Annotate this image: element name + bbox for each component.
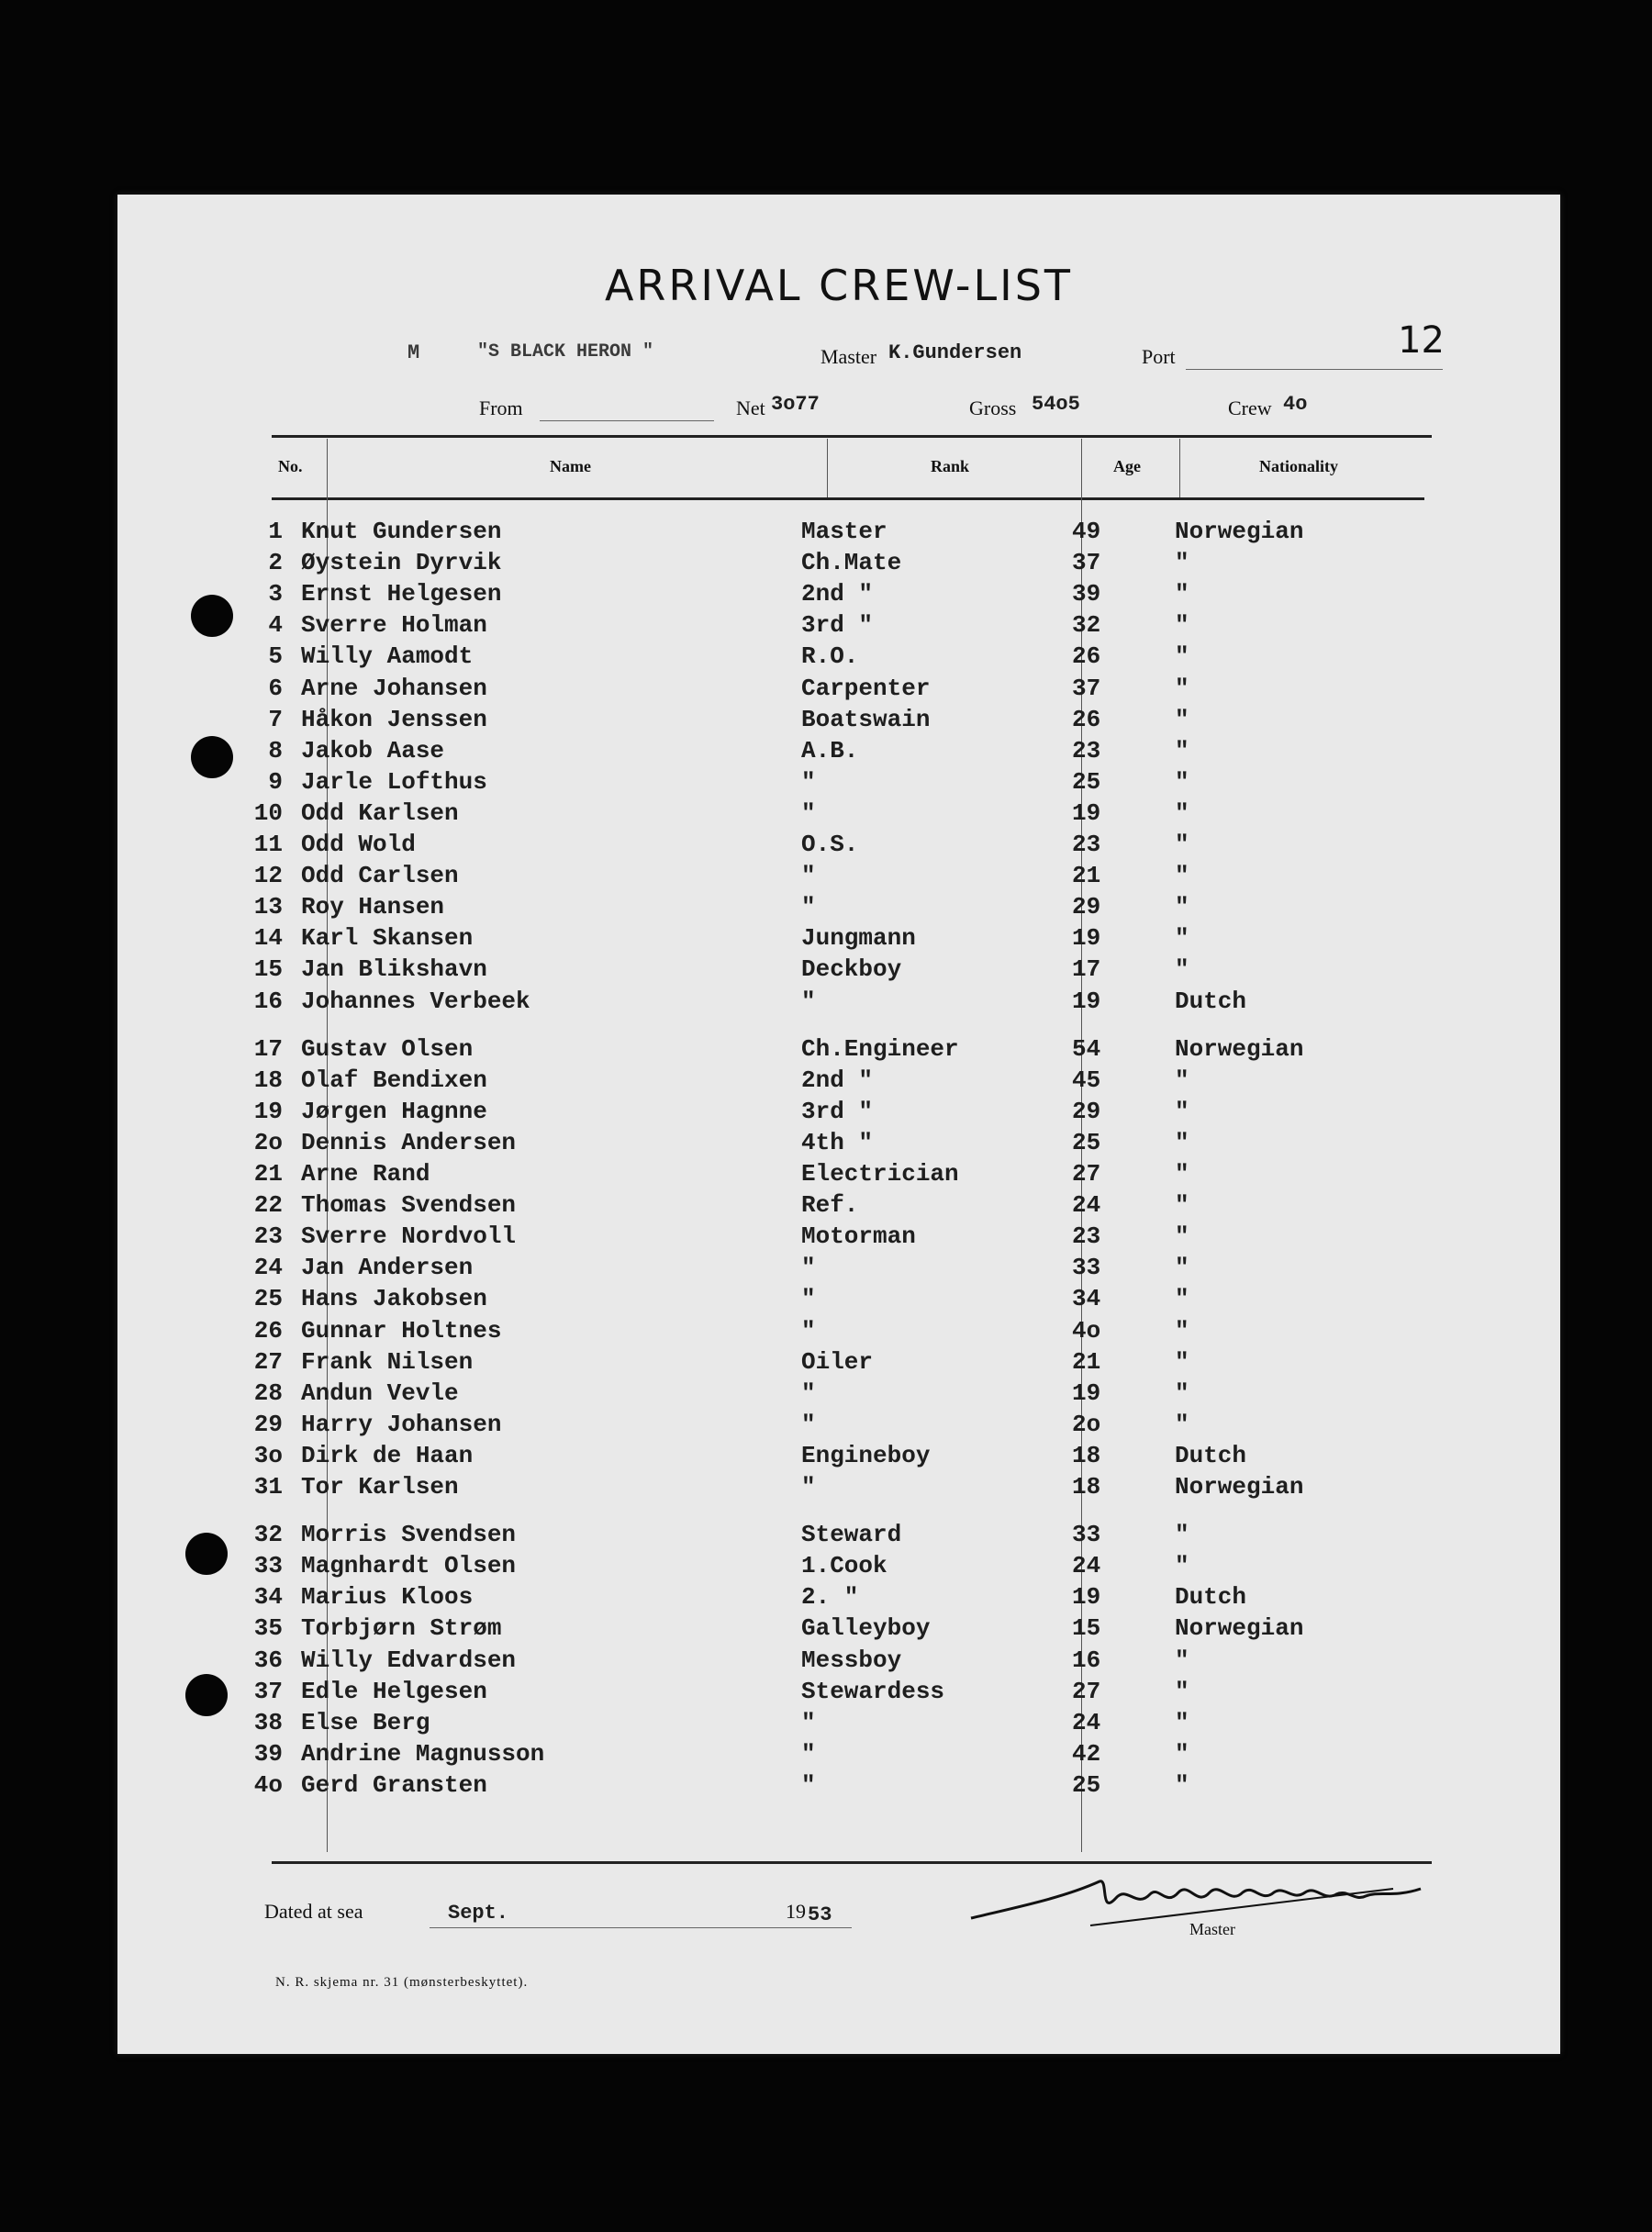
crew-name: Odd Carlsen	[301, 862, 459, 889]
column-divider-age	[1179, 439, 1180, 497]
crew-nationality: "	[1175, 1160, 1189, 1188]
crew-nationality: "	[1175, 1740, 1189, 1768]
crew-name: Andun Vevle	[301, 1379, 459, 1407]
crew-age: 23	[1072, 737, 1101, 764]
master-signature-label: Master	[1189, 1920, 1235, 1938]
crew-nationality: "	[1175, 549, 1189, 576]
crew-name: Andrine Magnusson	[301, 1740, 545, 1768]
crew-number: 22	[253, 1191, 283, 1219]
from-underline	[540, 420, 714, 421]
crew-nationality: "	[1175, 1348, 1189, 1376]
crew-name: Dirk de Haan	[301, 1442, 474, 1469]
crew-name: Marius Kloos	[301, 1583, 474, 1611]
crew-number: 12	[253, 862, 283, 889]
crew-age: 4o	[1072, 1317, 1101, 1345]
crew-age: 42	[1072, 1740, 1101, 1768]
crew-age: 19	[1072, 988, 1101, 1015]
crew-age: 25	[1072, 768, 1101, 796]
ship-prefix: M	[407, 341, 420, 364]
document-title: ARRIVAL CREW-LIST	[604, 261, 1074, 310]
crew-number: 34	[253, 1583, 283, 1611]
crew-number: 7	[268, 706, 283, 733]
crew-age: 15	[1072, 1614, 1101, 1642]
crew-number: 32	[253, 1521, 283, 1548]
crew-nationality: "	[1175, 831, 1189, 858]
crew-nationality: "	[1175, 893, 1189, 921]
table-top-rule	[272, 435, 1432, 438]
table-row	[117, 1521, 1560, 1552]
crew-rank: "	[801, 1285, 816, 1312]
crew-rank: Carpenter	[801, 675, 931, 702]
crew-number: 11	[253, 831, 283, 858]
crew-age: 37	[1072, 549, 1101, 576]
table-row	[117, 1348, 1560, 1379]
table-row	[117, 1442, 1560, 1473]
page-number: 12	[1398, 319, 1445, 362]
crew-number: 26	[253, 1317, 283, 1345]
crew-number: 27	[253, 1348, 283, 1376]
crew-nationality: "	[1175, 768, 1189, 796]
crew-rank: 2. "	[801, 1583, 859, 1611]
crew-nationality: "	[1175, 924, 1189, 952]
table-row	[117, 1411, 1560, 1442]
table-row	[117, 1614, 1560, 1646]
dated-label: Dated at sea	[264, 1900, 363, 1923]
crew-rank: "	[801, 1473, 816, 1501]
crew-rank: "	[801, 1379, 816, 1407]
crew-rank: Boatswain	[801, 706, 931, 733]
year-prefix: 19	[786, 1900, 806, 1923]
crew-rank: "	[801, 1771, 816, 1799]
crew-name: Magnhardt Olsen	[301, 1552, 517, 1579]
crew-rank: "	[801, 893, 816, 921]
table-row	[117, 611, 1560, 642]
crew-age: 45	[1072, 1066, 1101, 1094]
crew-nationality: "	[1175, 1191, 1189, 1219]
crew-age: 33	[1072, 1254, 1101, 1281]
net-label: Net	[736, 396, 765, 419]
crew-rank: Master	[801, 518, 887, 545]
crew-name: Sverre Nordvoll	[301, 1222, 517, 1250]
crew-name: Roy Hansen	[301, 893, 445, 921]
col-header-no: No.	[278, 457, 303, 475]
crew-rank: R.O.	[801, 642, 859, 670]
net-value: 3o77	[771, 393, 820, 416]
crew-rank: Ref.	[801, 1191, 859, 1219]
crew-name: Else Berg	[301, 1709, 430, 1736]
crew-age: 24	[1072, 1191, 1101, 1219]
crew-rank: Oiler	[801, 1348, 874, 1376]
table-row	[117, 1379, 1560, 1411]
crew-nationality: Norwegian	[1175, 518, 1304, 545]
table-row	[117, 988, 1560, 1019]
crew-name: Torbjørn Strøm	[301, 1614, 502, 1642]
master-value: K.Gundersen	[888, 341, 1022, 364]
crew-number: 5	[268, 642, 283, 670]
crew-rank: Motorman	[801, 1222, 916, 1250]
crew-rank: 4th "	[801, 1129, 874, 1156]
crew-name: Sverre Holman	[301, 611, 487, 639]
crew-number: 14	[253, 924, 283, 952]
crew-age: 27	[1072, 1678, 1101, 1705]
crew-nationality: "	[1175, 799, 1189, 827]
table-row	[117, 642, 1560, 674]
crew-number: 33	[253, 1552, 283, 1579]
crew-nationality: "	[1175, 580, 1189, 608]
crew-rank: Messboy	[801, 1646, 902, 1674]
crew-number: 1	[268, 518, 283, 545]
gross-value: 54o5	[1032, 393, 1080, 416]
crew-number: 6	[268, 675, 283, 702]
table-row	[117, 1771, 1560, 1802]
crew-nationality: Dutch	[1175, 988, 1247, 1015]
crew-age: 25	[1072, 1129, 1101, 1156]
crew-rank: Jungmann	[801, 924, 916, 952]
crew-name: Morris Svendsen	[301, 1521, 517, 1548]
crew-nationality: "	[1175, 1254, 1189, 1281]
crew-number: 18	[253, 1066, 283, 1094]
col-header-rank: Rank	[931, 457, 970, 475]
crew-nationality: "	[1175, 862, 1189, 889]
crew-age: 26	[1072, 642, 1101, 670]
table-row	[117, 549, 1560, 580]
crew-number: 4o	[253, 1771, 283, 1799]
crew-rank: "	[801, 1254, 816, 1281]
crew-name: Frank Nilsen	[301, 1348, 474, 1376]
crew-rank: "	[801, 988, 816, 1015]
crew-number: 39	[253, 1740, 283, 1768]
crew-number: 3o	[253, 1442, 283, 1469]
crew-rank: 2nd "	[801, 580, 874, 608]
crew-number: 4	[268, 611, 283, 639]
crew-name: Harry Johansen	[301, 1411, 502, 1438]
table-row	[117, 1098, 1560, 1129]
crew-name: Gunnar Holtnes	[301, 1317, 502, 1345]
crew-rank: 3rd "	[801, 611, 874, 639]
crew-age: 21	[1072, 862, 1101, 889]
crew-name: Jarle Lofthus	[301, 768, 487, 796]
crew-number: 24	[253, 1254, 283, 1281]
table-row	[117, 831, 1560, 862]
crew-age: 16	[1072, 1646, 1101, 1674]
crew-name: Arne Rand	[301, 1160, 430, 1188]
crew-rank: 2nd "	[801, 1066, 874, 1094]
crew-nationality: "	[1175, 1771, 1189, 1799]
port-underline	[1186, 369, 1443, 370]
crew-age: 54	[1072, 1035, 1101, 1063]
table-row	[117, 1129, 1560, 1160]
crew-number: 2o	[253, 1129, 283, 1156]
dated-underline	[430, 1927, 852, 1928]
crew-nationality: "	[1175, 675, 1189, 702]
crew-rank: Galleyboy	[801, 1614, 931, 1642]
crew-nationality: Dutch	[1175, 1442, 1247, 1469]
crew-nationality: "	[1175, 642, 1189, 670]
crew-age: 19	[1072, 1379, 1101, 1407]
gross-label: Gross	[969, 396, 1017, 419]
table-row	[117, 737, 1560, 768]
crew-nationality: "	[1175, 1066, 1189, 1094]
table-row	[117, 1740, 1560, 1771]
crew-number: 23	[253, 1222, 283, 1250]
crew-nationality: Norwegian	[1175, 1473, 1304, 1501]
crew-age: 19	[1072, 1583, 1101, 1611]
crew-age: 33	[1072, 1521, 1101, 1548]
crew-value: 4o	[1283, 393, 1308, 416]
crew-nationality: "	[1175, 1709, 1189, 1736]
table-row	[117, 1066, 1560, 1098]
crew-nationality: "	[1175, 1521, 1189, 1548]
crew-number: 10	[253, 799, 283, 827]
crew-number: 38	[253, 1709, 283, 1736]
crew-age: 29	[1072, 1098, 1101, 1125]
crew-number: 36	[253, 1646, 283, 1674]
year-suffix: 53	[808, 1903, 832, 1926]
crew-name: Olaf Bendixen	[301, 1066, 487, 1094]
table-row	[117, 1678, 1560, 1709]
crew-number: 15	[253, 955, 283, 983]
crew-age: 37	[1072, 675, 1101, 702]
crew-rank: "	[801, 799, 816, 827]
crew-age: 2o	[1072, 1411, 1101, 1438]
table-row	[117, 768, 1560, 799]
crew-rank: Deckboy	[801, 955, 902, 983]
crew-nationality: Norwegian	[1175, 1614, 1304, 1642]
crew-name: Tor Karlsen	[301, 1473, 459, 1501]
crew-number: 3	[268, 580, 283, 608]
crew-age: 29	[1072, 893, 1101, 921]
crew-nationality: "	[1175, 1552, 1189, 1579]
binder-hole	[191, 736, 233, 778]
crew-rank: 3rd "	[801, 1098, 874, 1125]
crew-rank: "	[801, 768, 816, 796]
crew-name: Edle Helgesen	[301, 1678, 487, 1705]
crew-age: 27	[1072, 1160, 1101, 1188]
crew-nationality: "	[1175, 1678, 1189, 1705]
crew-number: 35	[253, 1614, 283, 1642]
crew-name: Håkon Jenssen	[301, 706, 487, 733]
col-header-age: Age	[1113, 457, 1141, 475]
crew-age: 24	[1072, 1709, 1101, 1736]
crew-nationality: Dutch	[1175, 1583, 1247, 1611]
crew-rank: Ch.Engineer	[801, 1035, 959, 1063]
crew-number: 9	[268, 768, 283, 796]
crew-number: 8	[268, 737, 283, 764]
crew-name: Johannes Verbeek	[301, 988, 530, 1015]
crew-name: Hans Jakobsen	[301, 1285, 487, 1312]
crew-age: 18	[1072, 1442, 1101, 1469]
crew-name: Odd Wold	[301, 831, 416, 858]
crew-rank: 1.Cook	[801, 1552, 887, 1579]
crew-rank: Electrician	[801, 1160, 959, 1188]
table-row	[117, 1709, 1560, 1740]
crew-nationality: "	[1175, 1098, 1189, 1125]
col-header-name: Name	[550, 457, 591, 475]
crew-name: Willy Aamodt	[301, 642, 474, 670]
crew-rank: Engineboy	[801, 1442, 931, 1469]
crew-rank: "	[801, 1411, 816, 1438]
crew-age: 24	[1072, 1552, 1101, 1579]
crew-name: Willy Edvardsen	[301, 1646, 517, 1674]
binder-hole	[185, 1674, 228, 1716]
table-row	[117, 675, 1560, 706]
crew-age: 19	[1072, 799, 1101, 827]
crew-nationality: "	[1175, 737, 1189, 764]
crew-nationality: "	[1175, 706, 1189, 733]
crew-name: Arne Johansen	[301, 675, 487, 702]
crew-age: 26	[1072, 706, 1101, 733]
crew-number: 28	[253, 1379, 283, 1407]
table-row	[117, 1222, 1560, 1254]
crew-name: Odd Karlsen	[301, 799, 459, 827]
ship-name: "S BLACK HERON "	[477, 341, 654, 363]
table-row	[117, 799, 1560, 831]
crew-number: 2	[268, 549, 283, 576]
crew-name: Ernst Helgesen	[301, 580, 502, 608]
crew-number: 13	[253, 893, 283, 921]
table-row	[117, 1583, 1560, 1614]
crew-age: 19	[1072, 924, 1101, 952]
crew-age: 23	[1072, 831, 1101, 858]
crew-name: Jakob Aase	[301, 737, 445, 764]
crew-number: 37	[253, 1678, 283, 1705]
table-row	[117, 924, 1560, 955]
master-label: Master	[820, 345, 877, 368]
table-row	[117, 1552, 1560, 1583]
table-row	[117, 1285, 1560, 1316]
crew-age: 21	[1072, 1348, 1101, 1376]
crew-rank: A.B.	[801, 737, 859, 764]
crew-rank: "	[801, 1317, 816, 1345]
crew-label: Crew	[1228, 396, 1272, 419]
table-row	[117, 1646, 1560, 1678]
table-row	[117, 862, 1560, 893]
crew-name: Jan Andersen	[301, 1254, 474, 1281]
crew-number: 19	[253, 1098, 283, 1125]
crew-number: 17	[253, 1035, 283, 1063]
crew-age: 18	[1072, 1473, 1101, 1501]
crew-nationality: "	[1175, 1129, 1189, 1156]
crew-age: 25	[1072, 1771, 1101, 1799]
from-label: From	[479, 396, 523, 419]
crew-rank: "	[801, 1709, 816, 1736]
table-row	[117, 1473, 1560, 1504]
crew-nationality: "	[1175, 1411, 1189, 1438]
crew-rank: "	[801, 1740, 816, 1768]
crew-nationality: "	[1175, 955, 1189, 983]
crew-age: 17	[1072, 955, 1101, 983]
table-header-rule	[272, 497, 1424, 500]
crew-name: Jan Blikshavn	[301, 955, 487, 983]
crew-name: Karl Skansen	[301, 924, 474, 952]
table-row	[117, 580, 1560, 611]
crew-rank: Ch.Mate	[801, 549, 902, 576]
table-row	[117, 1254, 1560, 1285]
crew-name: Jørgen Hagnne	[301, 1098, 487, 1125]
crew-rank: Stewardess	[801, 1678, 945, 1705]
table-row	[117, 518, 1560, 549]
table-row	[117, 955, 1560, 987]
crew-number: 25	[253, 1285, 283, 1312]
table-row	[117, 1160, 1560, 1191]
crew-number: 16	[253, 988, 283, 1015]
table-row	[117, 1317, 1560, 1348]
crew-nationality: "	[1175, 1285, 1189, 1312]
port-label: Port	[1142, 345, 1176, 368]
crew-age: 49	[1072, 518, 1101, 545]
crew-name: Dennis Andersen	[301, 1129, 517, 1156]
crew-name: Øystein Dyrvik	[301, 549, 502, 576]
crew-name: Gustav Olsen	[301, 1035, 474, 1063]
column-divider-name	[827, 439, 828, 497]
crew-list-document	[117, 195, 1560, 2054]
crew-rank: "	[801, 862, 816, 889]
crew-number: 21	[253, 1160, 283, 1188]
table-row	[117, 1035, 1560, 1066]
crew-name: Thomas Svendsen	[301, 1191, 517, 1219]
binder-hole	[185, 1533, 228, 1575]
col-header-nationality: Nationality	[1259, 457, 1339, 475]
table-row	[117, 893, 1560, 924]
dated-month: Sept.	[448, 1902, 509, 1925]
crew-age: 34	[1072, 1285, 1101, 1312]
crew-number: 31	[253, 1473, 283, 1501]
crew-nationality: "	[1175, 1646, 1189, 1674]
crew-nationality: "	[1175, 1317, 1189, 1345]
crew-age: 23	[1072, 1222, 1101, 1250]
crew-name: Knut Gundersen	[301, 518, 502, 545]
form-note: N. R. skjema nr. 31 (mønsterbeskyttet).	[275, 1975, 529, 1990]
crew-nationality: "	[1175, 1379, 1189, 1407]
crew-nationality: "	[1175, 1222, 1189, 1250]
crew-number: 29	[253, 1411, 283, 1438]
crew-rank: Steward	[801, 1521, 902, 1548]
crew-name: Gerd Gransten	[301, 1771, 487, 1799]
crew-rank: O.S.	[801, 831, 859, 858]
crew-age: 39	[1072, 580, 1101, 608]
table-row	[117, 1191, 1560, 1222]
crew-nationality: Norwegian	[1175, 1035, 1304, 1063]
crew-nationality: "	[1175, 611, 1189, 639]
crew-age: 32	[1072, 611, 1101, 639]
table-row	[117, 706, 1560, 737]
binder-hole	[191, 595, 233, 637]
